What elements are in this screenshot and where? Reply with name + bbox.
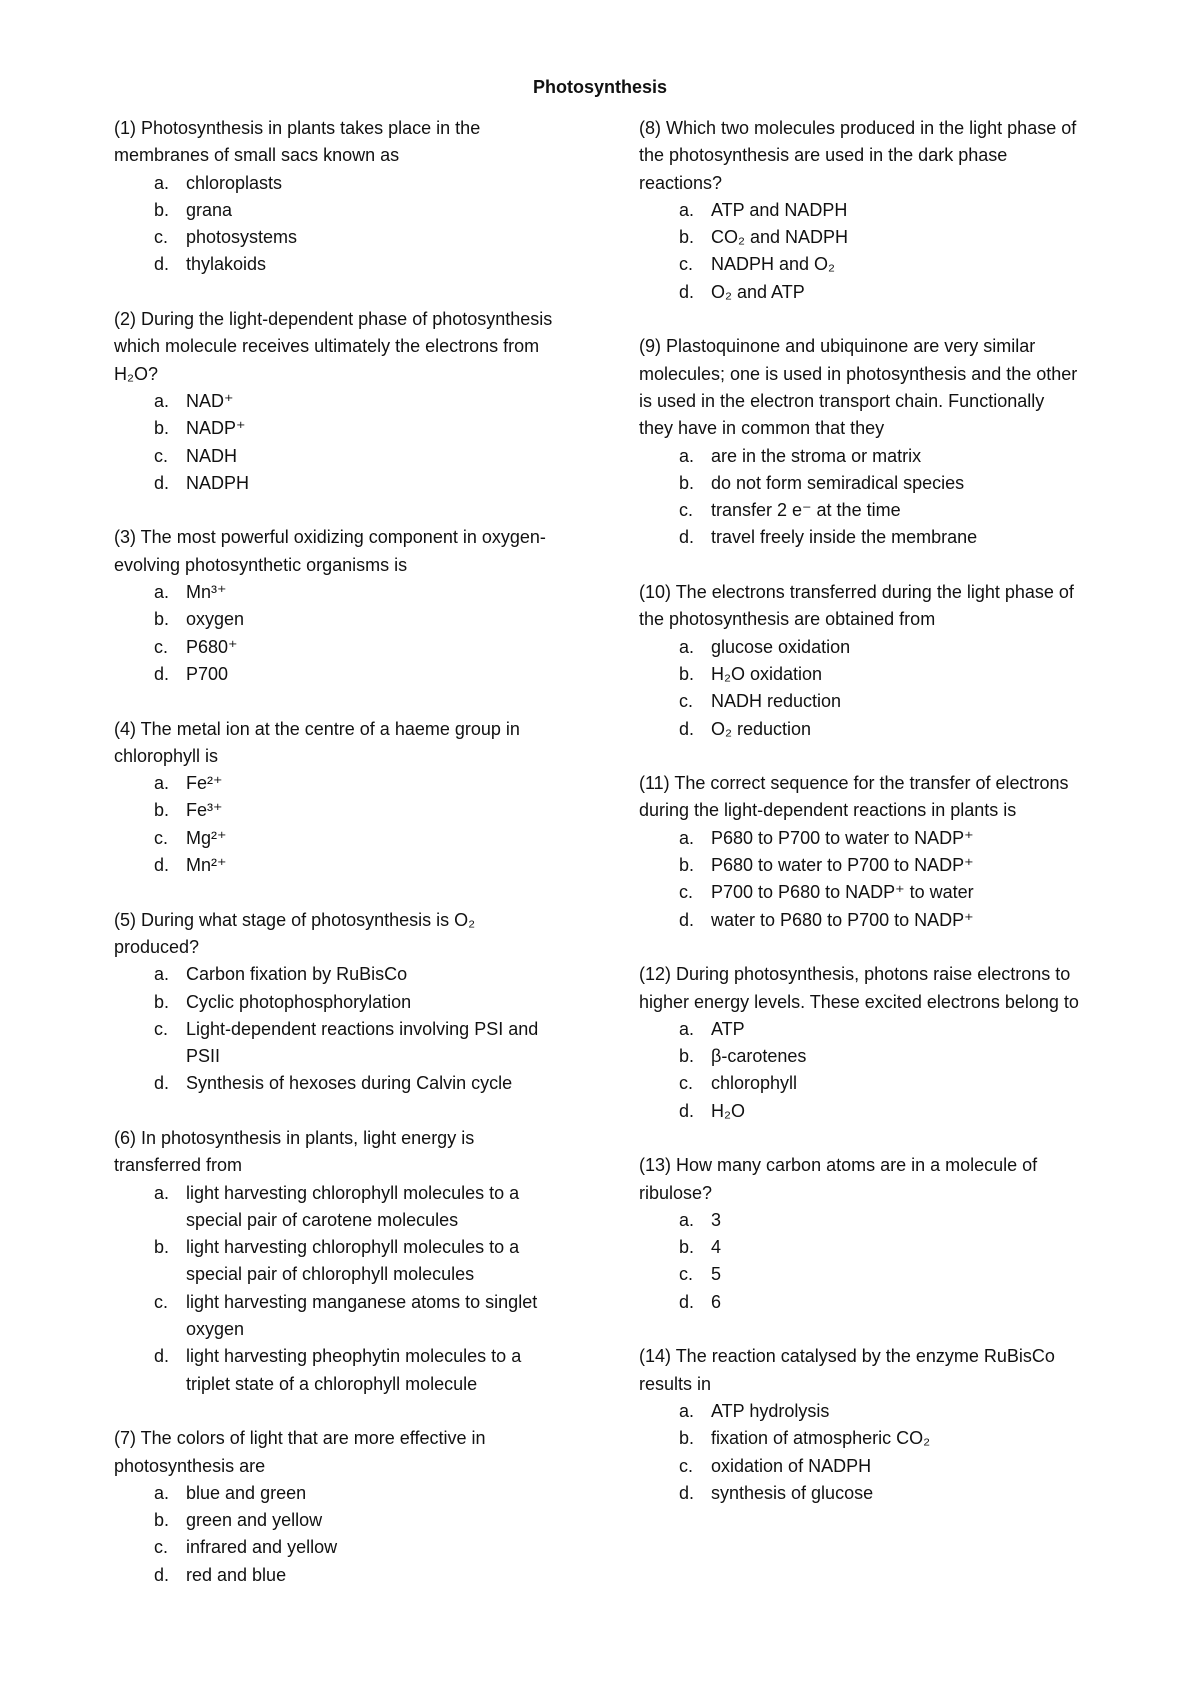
option-d bbox=[639, 524, 1079, 551]
question-2 bbox=[114, 306, 554, 497]
question-text: The most powerful oxidizing component in oxygen-evolving photosynthetic organisms is bbox=[114, 527, 546, 575]
option-letter: d. bbox=[154, 472, 170, 493]
question-stem bbox=[639, 1343, 1079, 1398]
question-9 bbox=[639, 333, 1079, 551]
option-b bbox=[639, 224, 1079, 251]
option-list bbox=[639, 443, 1079, 552]
option-a bbox=[114, 579, 554, 606]
option-d bbox=[639, 1289, 1079, 1316]
option-text: P680 to P700 to water to NADP⁺ bbox=[711, 827, 974, 848]
option-text: infrared and yellow bbox=[186, 1537, 338, 1558]
question-text: The metal ion at the centre of a haeme group in chlorophyll is bbox=[114, 718, 520, 766]
question-text: In photosynthesis in plants, light energy is transferred from bbox=[114, 1127, 475, 1176]
option-letter: b. bbox=[679, 1237, 695, 1258]
option-text: blue and green bbox=[186, 1482, 307, 1503]
question-number: (9) bbox=[639, 336, 661, 357]
option-letter: d. bbox=[154, 1073, 170, 1094]
option-c bbox=[114, 634, 554, 661]
option-list bbox=[114, 770, 554, 879]
option-text: H₂O bbox=[711, 1100, 745, 1121]
option-text: O₂ reduction bbox=[711, 718, 812, 739]
question-stem bbox=[114, 1425, 554, 1480]
question-stem bbox=[639, 770, 1079, 825]
option-c bbox=[114, 825, 554, 852]
question-number: (13) bbox=[639, 1155, 672, 1176]
option-c bbox=[639, 879, 1079, 906]
right-column bbox=[639, 115, 1079, 1534]
option-d bbox=[114, 1343, 554, 1398]
option-letter: b. bbox=[154, 418, 170, 439]
option-text: NADP⁺ bbox=[186, 418, 246, 439]
question-7 bbox=[114, 1425, 554, 1589]
option-text: chlorophyll bbox=[711, 1073, 798, 1094]
option-b bbox=[114, 1507, 554, 1534]
option-text: 4 bbox=[711, 1237, 722, 1258]
option-text: H₂O oxidation bbox=[711, 663, 823, 684]
option-c bbox=[639, 1261, 1079, 1288]
question-11 bbox=[639, 770, 1079, 934]
option-text: Synthesis of hexoses during Calvin cycle bbox=[186, 1073, 513, 1094]
option-list bbox=[639, 1016, 1079, 1125]
page-title: Photosynthesis bbox=[532, 77, 668, 97]
option-letter: d. bbox=[679, 909, 695, 930]
option-text: transfer 2 e⁻ at the time bbox=[711, 500, 901, 521]
option-letter: c. bbox=[154, 227, 169, 248]
option-text: are in the stroma or matrix bbox=[711, 445, 922, 466]
option-d bbox=[639, 716, 1079, 743]
option-text: Carbon fixation by RuBisCo bbox=[186, 964, 408, 985]
question-stem bbox=[639, 961, 1079, 1016]
option-text: red and blue bbox=[186, 1564, 287, 1585]
option-letter: c. bbox=[154, 636, 169, 657]
option-text: NADH bbox=[186, 445, 238, 466]
option-text: fixation of atmospheric CO₂ bbox=[711, 1428, 931, 1449]
question-number: (14) bbox=[639, 1346, 672, 1367]
option-text: glucose oxidation bbox=[711, 636, 851, 657]
option-letter: c. bbox=[679, 1264, 694, 1285]
option-text: light harvesting pheophytin molecules to a triplet state of a chlorophyll molecule bbox=[186, 1346, 522, 1394]
option-letter: b. bbox=[154, 1510, 170, 1531]
option-letter: d. bbox=[679, 281, 695, 302]
option-letter: b. bbox=[679, 472, 695, 493]
option-a bbox=[114, 770, 554, 797]
question-14 bbox=[639, 1343, 1079, 1507]
option-letter: d. bbox=[154, 1346, 170, 1367]
option-letter: c. bbox=[679, 254, 694, 275]
option-text: Fe²⁺ bbox=[186, 773, 223, 794]
question-5 bbox=[114, 907, 554, 1098]
option-b bbox=[639, 1425, 1079, 1452]
option-letter: d. bbox=[679, 527, 695, 548]
option-letter: d. bbox=[679, 718, 695, 739]
option-text: 3 bbox=[711, 1209, 722, 1230]
option-letter: c. bbox=[679, 1073, 694, 1094]
option-a bbox=[639, 197, 1079, 224]
option-text: P700 bbox=[186, 663, 229, 684]
option-c bbox=[639, 688, 1079, 715]
option-text: CO₂ and NADPH bbox=[711, 227, 849, 248]
question-number: (6) bbox=[114, 1127, 136, 1148]
option-text: oxidation of NADPH bbox=[711, 1455, 872, 1476]
option-letter: c. bbox=[154, 1018, 169, 1039]
option-text: NADH reduction bbox=[711, 691, 842, 712]
question-text: Plastoquinone and ubiquinone are very similar molecules; one is used in photosynthesis and the other is used in the electron transport chain. Functionally they have in common that they bbox=[639, 336, 1078, 439]
option-text: ATP and NADPH bbox=[711, 199, 848, 220]
option-a bbox=[639, 1398, 1079, 1425]
option-letter: a. bbox=[154, 582, 170, 603]
option-letter: c. bbox=[154, 1537, 169, 1558]
option-d bbox=[114, 1070, 554, 1097]
option-letter: c. bbox=[154, 445, 169, 466]
option-b bbox=[114, 797, 554, 824]
question-text: Which two molecules produced in the light phase of the photosynthesis are used in the dark phase reactions? bbox=[639, 118, 1077, 193]
question-number: (2) bbox=[114, 309, 136, 330]
question-number: (12) bbox=[639, 964, 672, 985]
option-b bbox=[114, 606, 554, 633]
option-letter: b. bbox=[679, 1046, 695, 1067]
option-letter: a. bbox=[154, 1482, 170, 1503]
question-number: (11) bbox=[639, 773, 670, 794]
option-text: β-carotenes bbox=[711, 1046, 807, 1067]
option-c bbox=[114, 1534, 554, 1561]
question-4 bbox=[114, 716, 554, 880]
option-text: travel freely inside the membrane bbox=[711, 527, 978, 548]
option-b bbox=[114, 1234, 554, 1289]
question-number: (7) bbox=[114, 1428, 136, 1449]
option-a bbox=[114, 1480, 554, 1507]
option-letter: a. bbox=[154, 773, 170, 794]
option-d bbox=[114, 251, 554, 278]
question-stem bbox=[114, 907, 554, 962]
option-list bbox=[639, 634, 1079, 743]
question-stem bbox=[114, 306, 554, 388]
question-stem bbox=[114, 1125, 554, 1180]
option-b bbox=[639, 661, 1079, 688]
question-3 bbox=[114, 524, 554, 688]
option-letter: a. bbox=[679, 1400, 695, 1421]
option-text: NAD⁺ bbox=[186, 390, 234, 411]
option-b bbox=[639, 852, 1079, 879]
option-letter: a. bbox=[679, 636, 695, 657]
option-list bbox=[639, 197, 1079, 306]
option-letter: a. bbox=[679, 1018, 695, 1039]
option-text: oxygen bbox=[186, 609, 245, 630]
option-d bbox=[639, 907, 1079, 934]
question-text: Photosynthesis in plants takes place in the membranes of small sacs known as bbox=[114, 118, 481, 166]
option-d bbox=[114, 661, 554, 688]
option-text: 6 bbox=[711, 1291, 722, 1312]
option-letter: b. bbox=[679, 663, 695, 684]
option-letter: d. bbox=[679, 1291, 695, 1312]
option-list bbox=[114, 388, 554, 497]
option-text: Light-dependent reactions involving PSI and PSII bbox=[186, 1018, 539, 1067]
option-d bbox=[639, 279, 1079, 306]
option-list bbox=[639, 825, 1079, 934]
question-text: During what stage of photosynthesis is O₂ produced? bbox=[114, 909, 476, 957]
option-letter: b. bbox=[154, 991, 170, 1012]
option-letter: a. bbox=[679, 445, 695, 466]
question-text: The electrons transferred during the light phase of the photosynthesis are obtained from bbox=[639, 582, 1074, 630]
option-list bbox=[114, 170, 554, 279]
question-stem bbox=[639, 333, 1079, 442]
option-letter: a. bbox=[154, 964, 170, 985]
option-list bbox=[639, 1207, 1079, 1316]
question-text: The reaction catalysed by the enzyme RuBisCo results in bbox=[639, 1346, 1055, 1394]
option-letter: a. bbox=[679, 1209, 695, 1230]
option-list bbox=[114, 1480, 554, 1589]
question-text: During the light-dependent phase of photosynthesis which molecule receives ultimately the electrons from H₂O? bbox=[114, 309, 553, 384]
option-text: do not form semiradical species bbox=[711, 472, 965, 493]
option-letter: d. bbox=[154, 663, 170, 684]
option-b bbox=[114, 415, 554, 442]
option-c bbox=[639, 497, 1079, 524]
question-number: (4) bbox=[114, 718, 136, 739]
option-d bbox=[114, 1562, 554, 1589]
option-a bbox=[114, 961, 554, 988]
option-text: water to P680 to P700 to NADP⁺ bbox=[711, 909, 974, 930]
question-text: How many carbon atoms are in a molecule of ribulose? bbox=[639, 1155, 1038, 1203]
option-text: grana bbox=[186, 199, 233, 220]
option-letter: d. bbox=[679, 1100, 695, 1121]
option-letter: d. bbox=[154, 1564, 170, 1585]
question-8 bbox=[639, 115, 1079, 306]
option-text: Mn³⁺ bbox=[186, 582, 227, 603]
option-text: 5 bbox=[711, 1264, 722, 1285]
option-a bbox=[639, 825, 1079, 852]
option-c bbox=[639, 251, 1079, 278]
question-number: (10) bbox=[639, 582, 672, 603]
option-text: Cyclic photophosphorylation bbox=[186, 991, 412, 1012]
question-stem bbox=[639, 1152, 1079, 1207]
option-list bbox=[114, 961, 554, 1097]
option-text: photosystems bbox=[186, 227, 298, 248]
option-list bbox=[639, 1398, 1079, 1507]
question-stem bbox=[114, 115, 554, 170]
option-text: O₂ and ATP bbox=[711, 281, 805, 302]
option-text: Fe³⁺ bbox=[186, 800, 223, 821]
option-letter: a. bbox=[679, 199, 695, 220]
question-6 bbox=[114, 1125, 554, 1398]
option-a bbox=[114, 170, 554, 197]
option-a bbox=[639, 634, 1079, 661]
option-d bbox=[639, 1480, 1079, 1507]
option-letter: a. bbox=[679, 827, 695, 848]
option-letter: b. bbox=[679, 227, 695, 248]
option-c bbox=[114, 443, 554, 470]
option-b bbox=[639, 1043, 1079, 1070]
option-letter: b. bbox=[154, 1237, 170, 1258]
question-stem bbox=[639, 115, 1079, 197]
option-letter: c. bbox=[679, 1455, 694, 1476]
option-b bbox=[114, 197, 554, 224]
option-text: P680⁺ bbox=[186, 636, 238, 657]
option-letter: a. bbox=[154, 390, 170, 411]
option-b bbox=[639, 470, 1079, 497]
option-text: light harvesting manganese atoms to singlet oxygen bbox=[186, 1291, 538, 1340]
option-list bbox=[114, 1180, 554, 1398]
option-b bbox=[639, 1234, 1079, 1261]
option-c bbox=[639, 1070, 1079, 1097]
option-letter: c. bbox=[679, 882, 694, 903]
question-text: The correct sequence for the transfer of electrons during the light-dependent reactions in plants is bbox=[639, 773, 1069, 821]
option-letter: a. bbox=[154, 172, 170, 193]
option-b bbox=[114, 989, 554, 1016]
option-c bbox=[639, 1453, 1079, 1480]
option-c bbox=[114, 1016, 554, 1071]
option-text: NADPH and O₂ bbox=[711, 254, 836, 275]
option-text: light harvesting chlorophyll molecules to a special pair of carotene molecules bbox=[186, 1182, 520, 1230]
question-number: (1) bbox=[114, 118, 136, 138]
question-13 bbox=[639, 1152, 1079, 1316]
option-letter: d. bbox=[679, 1482, 695, 1503]
option-letter: d. bbox=[154, 855, 170, 876]
question-10 bbox=[639, 579, 1079, 743]
option-letter: b. bbox=[154, 199, 170, 220]
option-letter: b. bbox=[154, 800, 170, 821]
question-1 bbox=[114, 115, 554, 279]
question-number: (8) bbox=[639, 118, 661, 138]
question-12 bbox=[639, 961, 1079, 1125]
option-letter: c. bbox=[679, 500, 694, 521]
option-text: thylakoids bbox=[186, 254, 267, 275]
option-a bbox=[639, 1207, 1079, 1234]
question-stem bbox=[114, 716, 554, 771]
left-column bbox=[114, 115, 554, 1616]
option-text: ATP hydrolysis bbox=[711, 1400, 830, 1421]
option-a bbox=[639, 443, 1079, 470]
option-text: P680 to water to P700 to NADP⁺ bbox=[711, 855, 974, 876]
option-letter: b. bbox=[679, 855, 695, 876]
option-letter: c. bbox=[154, 1291, 169, 1312]
option-text: NADPH bbox=[186, 472, 250, 493]
option-letter: d. bbox=[154, 254, 170, 275]
option-d bbox=[114, 852, 554, 879]
question-stem bbox=[114, 524, 554, 579]
question-stem bbox=[639, 579, 1079, 634]
question-text: The colors of light that are more effective in photosynthesis are bbox=[114, 1428, 486, 1476]
option-a bbox=[114, 1180, 554, 1235]
option-text: green and yellow bbox=[186, 1510, 323, 1531]
option-a bbox=[639, 1016, 1079, 1043]
option-text: Mn²⁺ bbox=[186, 855, 227, 876]
option-a bbox=[114, 388, 554, 415]
option-c bbox=[114, 1289, 554, 1344]
question-text: During photosynthesis, photons raise electrons to higher energy levels. These excited electrons belong to bbox=[639, 964, 1079, 1012]
option-text: chloroplasts bbox=[186, 172, 283, 193]
question-number: (5) bbox=[114, 909, 136, 930]
option-text: ATP bbox=[711, 1018, 745, 1039]
question-number: (3) bbox=[114, 527, 136, 548]
option-text: Mg²⁺ bbox=[186, 827, 227, 848]
option-d bbox=[639, 1098, 1079, 1125]
option-d bbox=[114, 470, 554, 497]
option-letter: b. bbox=[154, 609, 170, 630]
option-letter: b. bbox=[679, 1428, 695, 1449]
option-text: light harvesting chlorophyll molecules to a special pair of chlorophyll molecules bbox=[186, 1237, 520, 1285]
option-text: P700 to P680 to NADP⁺ to water bbox=[711, 882, 974, 903]
option-c bbox=[114, 224, 554, 251]
option-letter: c. bbox=[679, 691, 694, 712]
option-letter: a. bbox=[154, 1182, 170, 1203]
option-text: synthesis of glucose bbox=[711, 1482, 874, 1503]
option-letter: c. bbox=[154, 827, 169, 848]
option-list bbox=[114, 579, 554, 688]
